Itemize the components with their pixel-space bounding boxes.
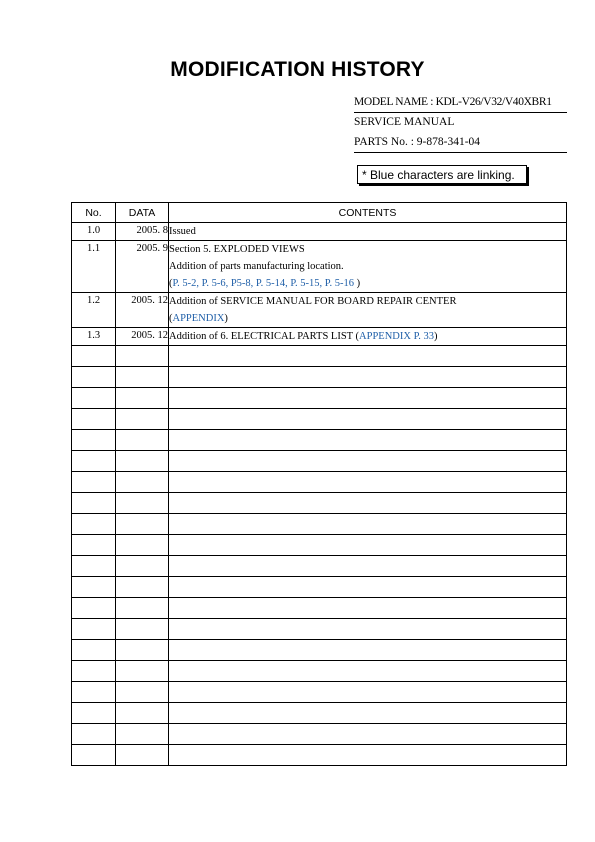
parts-number-rule (354, 152, 567, 153)
empty-cell (169, 661, 567, 682)
empty-cell (116, 619, 169, 640)
header-no: No. (72, 203, 116, 223)
table-body (72, 223, 567, 766)
empty-table-row (72, 745, 567, 766)
contents-text: ( (169, 278, 173, 289)
empty-cell (116, 724, 169, 745)
contents-line (169, 223, 566, 240)
contents-text: Addition of 6. ELECTRICAL PARTS LIST ( (169, 331, 360, 342)
revision-date: 2005. 9 (116, 241, 169, 293)
contents-line (169, 241, 566, 258)
page-reference-link[interactable]: APPENDIX P. 33 (359, 331, 435, 342)
header-date: DATA (116, 203, 169, 223)
empty-table-row (72, 451, 567, 472)
revision-number: 1.2 (72, 293, 116, 328)
empty-cell (116, 745, 169, 766)
empty-cell (116, 367, 169, 388)
empty-cell (116, 577, 169, 598)
manual-type: SERVICE MANUAL (354, 116, 455, 128)
table-row (72, 223, 567, 241)
table-row (72, 293, 567, 328)
empty-cell (116, 556, 169, 577)
empty-cell (72, 640, 116, 661)
revision-contents (169, 293, 567, 328)
empty-table-row (72, 514, 567, 535)
contents-text: ) (353, 278, 361, 289)
contents-line (169, 293, 566, 310)
empty-cell (72, 346, 116, 367)
contents-line (169, 310, 566, 327)
revision-number: 1.0 (72, 223, 116, 241)
empty-table-row (72, 535, 567, 556)
model-name-rule (354, 112, 567, 113)
empty-table-row (72, 640, 567, 661)
empty-cell (169, 430, 567, 451)
page-reference-link[interactable]: P. 5-2, P. 5-6, P5-8, P. 5-14, P. 5-15, P. 5-16 (172, 278, 354, 289)
empty-table-row (72, 388, 567, 409)
empty-cell (169, 367, 567, 388)
empty-cell (116, 472, 169, 493)
page-reference-link[interactable]: APPENDIX (172, 313, 225, 324)
revision-number: 1.1 (72, 241, 116, 293)
empty-cell (72, 619, 116, 640)
contents-line (169, 275, 566, 292)
revision-contents (169, 328, 567, 346)
empty-cell (116, 703, 169, 724)
empty-cell (169, 703, 567, 724)
modification-history-table (71, 202, 567, 766)
empty-cell (116, 430, 169, 451)
empty-cell (169, 724, 567, 745)
page-title: MODIFICATION HISTORY (170, 58, 425, 81)
empty-cell (72, 472, 116, 493)
contents-line (169, 328, 566, 345)
empty-cell (169, 346, 567, 367)
empty-table-row (72, 619, 567, 640)
empty-table-row (72, 703, 567, 724)
empty-cell (72, 682, 116, 703)
empty-cell (169, 535, 567, 556)
empty-cell (169, 514, 567, 535)
empty-cell (169, 493, 567, 514)
empty-cell (116, 535, 169, 556)
empty-cell (116, 682, 169, 703)
empty-table-row (72, 346, 567, 367)
empty-cell (169, 451, 567, 472)
empty-cell (116, 640, 169, 661)
revision-date: 2005. 8 (116, 223, 169, 241)
empty-cell (72, 409, 116, 430)
revision-contents (169, 241, 567, 293)
empty-cell (169, 577, 567, 598)
empty-cell (116, 409, 169, 430)
contents-text: ) (434, 331, 438, 342)
empty-cell (116, 451, 169, 472)
contents-text: Addition of SERVICE MANUAL FOR BOARD REPAIR CENTER (169, 296, 457, 307)
empty-table-row (72, 577, 567, 598)
empty-cell (72, 598, 116, 619)
parts-number: PARTS No. : 9-878-341-04 (354, 136, 481, 148)
contents-text: ) (224, 313, 228, 324)
empty-table-row (72, 556, 567, 577)
empty-table-row (72, 409, 567, 430)
empty-cell (72, 535, 116, 556)
contents-line (169, 258, 566, 275)
empty-table-row (72, 472, 567, 493)
contents-text: Section 5. EXPLODED VIEWS (169, 244, 305, 255)
empty-cell (116, 661, 169, 682)
empty-cell (72, 388, 116, 409)
empty-cell (169, 598, 567, 619)
contents-text: Addition of parts manufacturing location. (169, 261, 344, 272)
revision-number: 1.3 (72, 328, 116, 346)
empty-table-row (72, 598, 567, 619)
empty-cell (72, 661, 116, 682)
empty-table-row (72, 493, 567, 514)
empty-cell (169, 388, 567, 409)
empty-cell (72, 451, 116, 472)
empty-cell (169, 556, 567, 577)
empty-cell (169, 472, 567, 493)
empty-cell (169, 409, 567, 430)
empty-cell (116, 346, 169, 367)
empty-cell (72, 745, 116, 766)
empty-cell (169, 619, 567, 640)
revision-date: 2005. 12 (116, 328, 169, 346)
empty-cell (169, 640, 567, 661)
table-row (72, 328, 567, 346)
empty-table-row (72, 430, 567, 451)
empty-cell (72, 577, 116, 598)
empty-cell (116, 493, 169, 514)
contents-text: Issued (169, 226, 196, 237)
empty-cell (72, 514, 116, 535)
table-row (72, 241, 567, 293)
revision-date: 2005. 12 (116, 293, 169, 328)
header-contents: CONTENTS (169, 203, 567, 223)
empty-cell (169, 682, 567, 703)
model-name: MODEL NAME : KDL-V26/V32/V40XBR1 (354, 96, 552, 108)
link-notice-box: * Blue characters are linking. (357, 165, 527, 184)
empty-cell (116, 514, 169, 535)
revision-contents (169, 223, 567, 241)
table-header-row (72, 203, 567, 223)
empty-cell (116, 598, 169, 619)
empty-table-row (72, 661, 567, 682)
empty-table-row (72, 724, 567, 745)
empty-cell (72, 703, 116, 724)
empty-cell (72, 556, 116, 577)
empty-cell (169, 745, 567, 766)
empty-cell (72, 367, 116, 388)
empty-cell (72, 430, 116, 451)
empty-cell (72, 724, 116, 745)
empty-cell (72, 493, 116, 514)
empty-cell (116, 388, 169, 409)
empty-table-row (72, 367, 567, 388)
contents-text: ( (169, 313, 173, 324)
empty-table-row (72, 682, 567, 703)
